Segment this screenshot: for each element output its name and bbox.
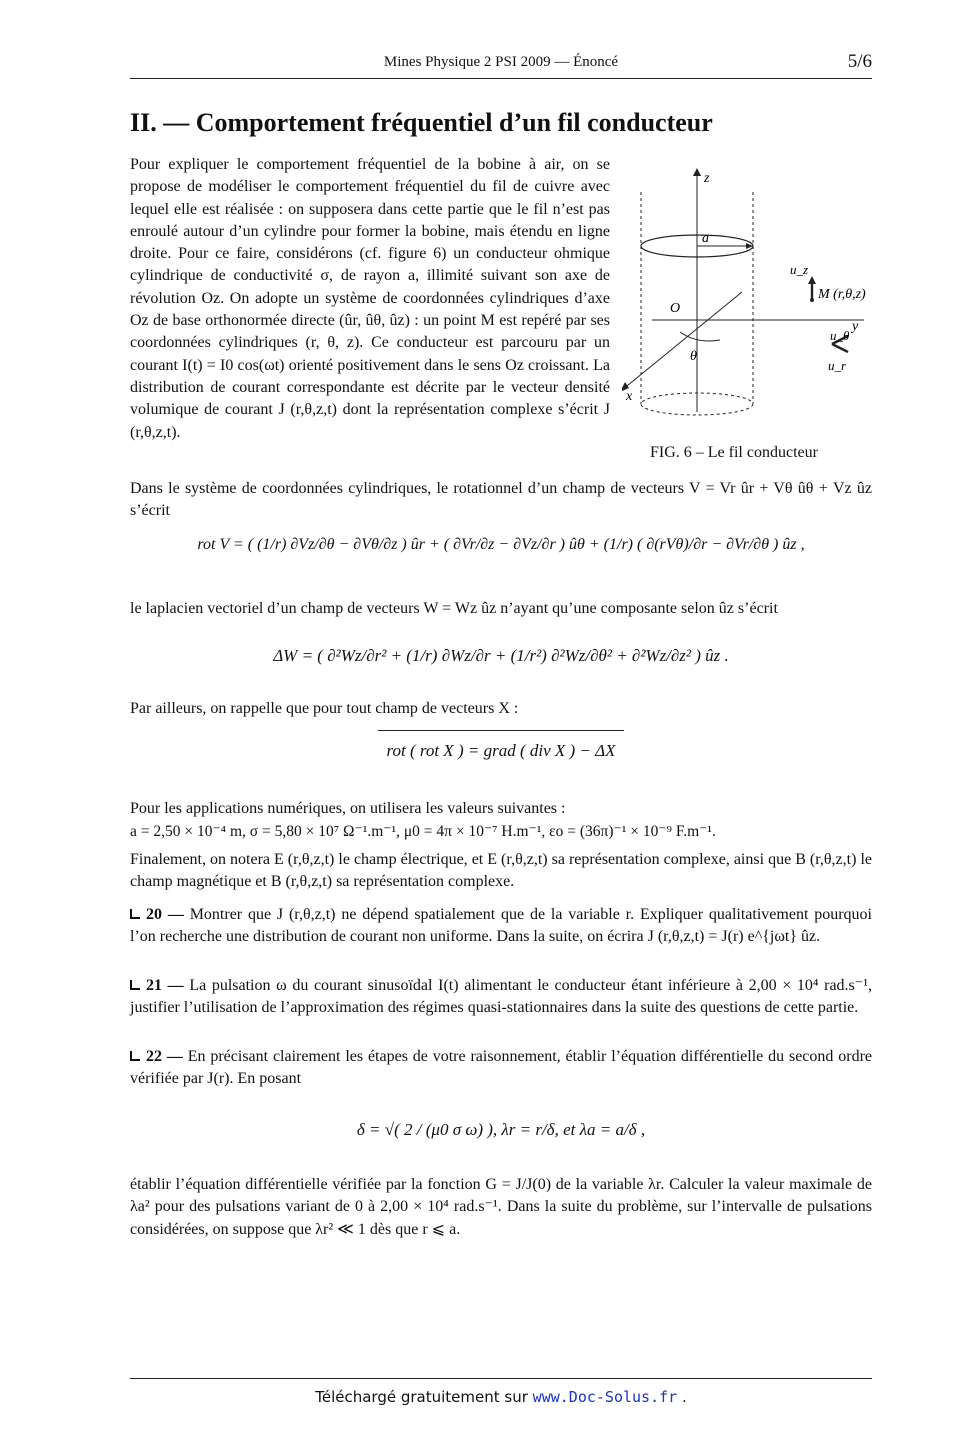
rot-equation: rot V = ( (1/r) ∂Vz/∂θ − ∂Vθ/∂z ) ûr + ( ∂Vr/∂z − ∂Vz/∂r ) ûθ + (1/r) ( ∂(rVθ)/∂r − ∂Vr/∂θ ) ûz , bbox=[197, 536, 805, 553]
intro-paragraph: Pour expliquer le comportement fréquentiel de la bobine à air, on se propose de modéliser le comportement fréquentiel du fil de cuivre avec lequel elle est réalisée : on supposera dans cette partie que le fil n’est pas enroulé autour d’un cylindre pour former la bobine, mais étendu en ligne droite. Pour ce faire, considérons (cf. figure 6) un conducteur ohmique cylindrique de conductivité σ, de rayon a, illimité suivant son axe de révolution Oz. On adopte un système de coordonnées cylindriques d’axe Oz de base orthonormée directe (ûr, ûθ, ûz) : un point M est repéré par ses coordonnées cylindriques (r, θ, z). Ce conducteur est parcouru par un courant I(t) = I0 cos(ωt) orienté positivement dans le sens Oz croissant. La distribution de courant correspondante est décrite par le vecteur densité volumique de courant J (r,θ,z,t) dont la représentation complexe s’écrit J (r,θ,z,t). bbox=[130, 156, 610, 441]
identity-equation-wrap bbox=[130, 730, 872, 767]
label-y: y bbox=[852, 319, 859, 334]
label-O: O bbox=[670, 301, 681, 316]
identity-equation: rot ( rot X ) = grad ( div X ) − ΔX bbox=[378, 730, 623, 767]
label-M: M (r,θ,z) bbox=[818, 287, 866, 302]
label-uz: u_z bbox=[790, 262, 809, 277]
figure-caption: FIG. 6 – Le fil conducteur bbox=[650, 444, 818, 461]
label-theta: θ bbox=[690, 349, 697, 364]
ur-vector bbox=[832, 344, 848, 352]
footer-rule bbox=[130, 1378, 872, 1379]
label-a: a bbox=[702, 231, 709, 246]
question-21 bbox=[130, 975, 872, 1020]
question-number: 21 — bbox=[146, 977, 184, 994]
question-20 bbox=[130, 904, 872, 949]
running-header bbox=[130, 50, 872, 79]
question-text: En précisant clairement les étapes de votre raisonnement, établir l’équation différentielle du second ordre vérifiée par J(r). En posant bbox=[130, 1048, 873, 1088]
question-number: 20 — bbox=[146, 906, 184, 923]
rot-intro: Dans le système de coordonnées cylindriques, le rotationnel d’un champ de vecteurs V = Vr ûr + Vθ ûθ + Vz ûz s’écrit bbox=[130, 480, 872, 520]
question-text: La pulsation ω du courant sinusoïdal I(t) alimentant le conducteur étant inférieure à 2,00 × 10⁴ rad.s⁻¹, justifier l’utilisation de l’approximation des régimes quasi-stationnaires dans la suite des questions de cette partie. bbox=[130, 977, 873, 1017]
section-title: II. — Comportement fréquentiel d’un fil conducteur bbox=[130, 108, 713, 137]
laplacian-equation: ΔW = ( ∂²Wz/∂r² + (1/r) ∂Wz/∂r + (1/r²) ∂²Wz/∂θ² + ∂²Wz/∂z² ) ûz . bbox=[273, 646, 729, 665]
checkbox-icon bbox=[130, 980, 140, 990]
notation-paragraph: Finalement, on notera E (r,θ,z,t) le champ électrique, et E (r,θ,z,t) sa représentation complexe, ainsi que B (r,θ,z,t) le champ magnétique et B (r,θ,z,t) sa représentation complexe. bbox=[130, 851, 872, 891]
laplacian-intro: le laplacien vectoriel d’un champ de vecteurs W = Wz ûz n’ayant qu’une composante selon ûz s’écrit bbox=[130, 600, 778, 617]
label-utheta: u_θ bbox=[830, 328, 850, 343]
point-M bbox=[810, 298, 814, 302]
delta-equation: δ = √( 2 / (μ0 σ ω) ), λr = r/δ, et λa = a/δ , bbox=[356, 1120, 646, 1139]
theta-arc bbox=[680, 332, 720, 341]
numeric-values: a = 2,50 × 10⁻⁴ m, σ = 5,80 × 10⁷ Ω⁻¹.m⁻¹, μ0 = 4π × 10⁻⁷ H.m⁻¹, εo = (36π)⁻¹ × 10⁻⁹ F.m⁻¹. bbox=[130, 823, 716, 840]
identity-intro: Par ailleurs, on rappelle que pour tout champ de vecteurs X : bbox=[130, 700, 519, 717]
values-intro: Pour les applications numériques, on utilisera les valeurs suivantes : bbox=[130, 800, 566, 817]
x-axis bbox=[622, 292, 742, 390]
checkbox-icon bbox=[130, 909, 140, 919]
question-text: Montrer que J (r,θ,z,t) ne dépend spatialement que de la variable r. Expliquer qualitativement pourquoi l’on recherche une distribution de courant non uniforme. Dans la suite, on écrira J (r,θ,z,t) = J(r) e^{jωt} ûz. bbox=[130, 906, 873, 946]
footer bbox=[130, 1388, 872, 1406]
question-number: 22 — bbox=[146, 1048, 183, 1065]
label-ur: u_r bbox=[828, 358, 847, 373]
label-z: z bbox=[704, 171, 710, 186]
z-axis-arrow bbox=[693, 168, 701, 176]
final-paragraph: établir l’équation différentielle vérifiée par la fonction G = J/J(0) de la variable λr. Calculer la valeur maximale de λa² pour des pulsations variant de 0 à 2,00 × 10⁴ rad.s⁻¹. Dans la suite du problème, sur l’intervalle de pulsations considérées, on suppose que λr² ≪ 1 dès que r ⩽ a. bbox=[130, 1176, 872, 1238]
label-x: x bbox=[626, 389, 633, 404]
footer-end: . bbox=[681, 1388, 687, 1406]
checkbox-icon bbox=[130, 1051, 140, 1061]
page-number: 5/6 bbox=[847, 51, 872, 72]
page bbox=[130, 0, 872, 1441]
question-22 bbox=[130, 1046, 872, 1091]
footer-text: Téléchargé gratuitement sur bbox=[315, 1388, 528, 1406]
header-title: Mines Physique 2 PSI 2009 — Énoncé bbox=[383, 54, 619, 70]
footer-link[interactable]: www.Doc-Solus.fr bbox=[532, 1388, 678, 1406]
figure-6-wire-diagram bbox=[622, 162, 872, 422]
